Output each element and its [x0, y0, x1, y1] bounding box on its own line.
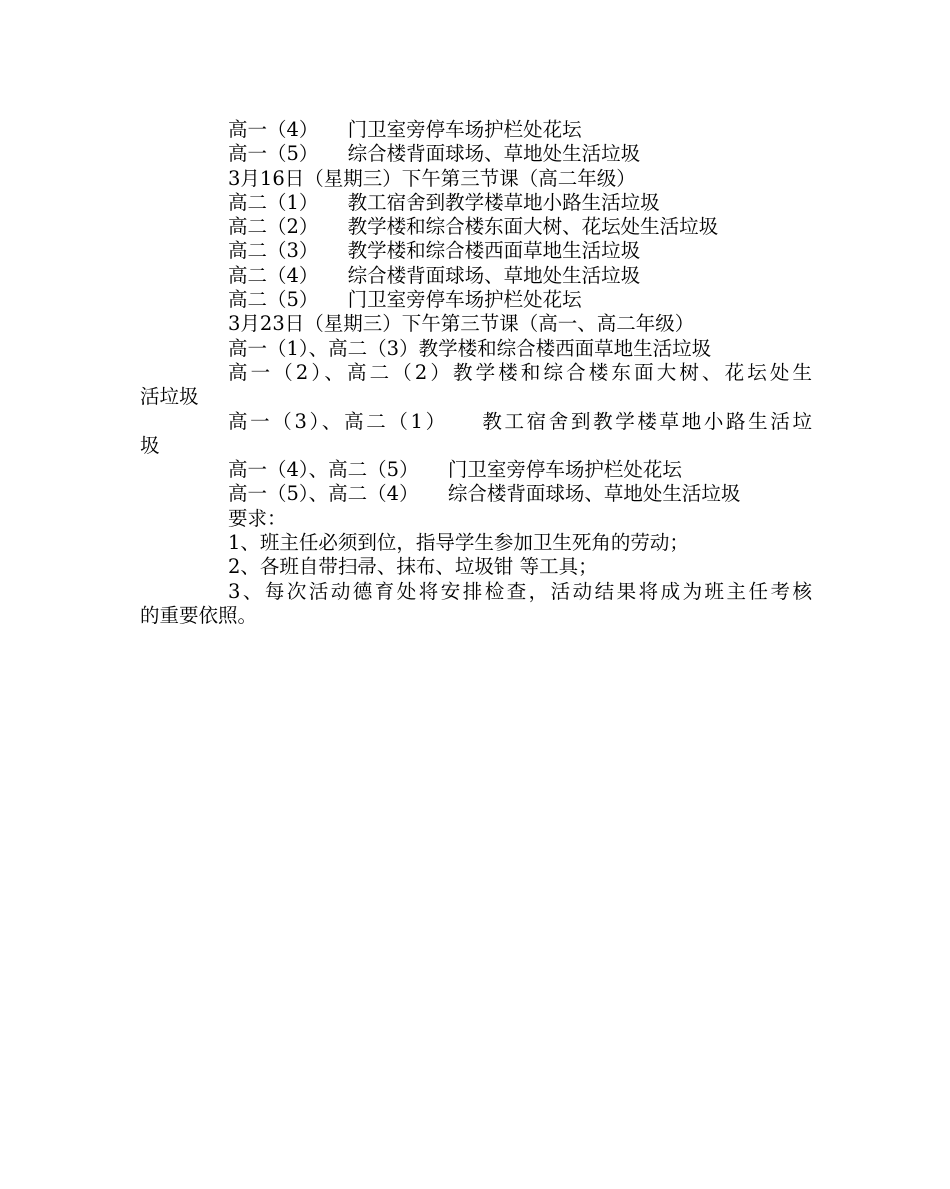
date-heading: 3月16日（星期三）下午第三节课（高二年级）: [228, 166, 636, 190]
schedule-line: 高一（5）、高二（4） 综合楼背面球场、草地处生活垃圾: [228, 482, 741, 506]
requirement-item-continuation: 的重要依照。: [140, 603, 258, 627]
schedule-line-continuation: 活垃圾: [140, 385, 199, 409]
document-body: [140, 118, 812, 628]
requirement-item: 2、各班自带扫帚、抹布、垃圾钳 等工具；: [228, 555, 598, 579]
schedule-line: 高二（4） 综合楼背面球场、草地处生活垃圾: [228, 263, 641, 287]
schedule-line: 高二（2） 教学楼和综合楼东面大树、花坛处生活垃圾: [228, 215, 719, 239]
schedule-line: 高一（2）、高二（2）教学楼和综合楼东面大树、花坛处生: [228, 360, 812, 384]
schedule-line-continuation: 圾: [140, 433, 160, 457]
requirements-heading: 要求：: [228, 506, 287, 530]
schedule-line: 高二（5） 门卫室旁停车场护栏处花坛: [228, 288, 582, 312]
requirement-item: 3、每次活动德育处将安排检查，活动结果将成为班主任考核: [228, 579, 812, 603]
schedule-line: 高一（4） 门卫室旁停车场护栏处花坛: [228, 118, 582, 141]
schedule-line: 高一（3）、高二（1） 教工宿舍到教学楼草地小路生活垃: [228, 409, 812, 433]
schedule-line: 高一（5） 综合楼背面球场、草地处生活垃圾: [228, 142, 641, 166]
schedule-line: 高一（4）、高二（5） 门卫室旁停车场护栏处花坛: [228, 458, 682, 482]
schedule-line: 高一（1）、高二（3）教学楼和综合楼西面草地生活垃圾: [228, 336, 712, 360]
schedule-line: 高二（3） 教学楼和综合楼西面草地生活垃圾: [228, 239, 641, 263]
schedule-line: 高二（1） 教工宿舍到教学楼草地小路生活垃圾: [228, 190, 660, 214]
date-heading: 3月23日（星期三）下午第三节课（高一、高二年级）: [228, 312, 695, 336]
requirement-item: 1、班主任必须到位，指导学生参加卫生死角的劳动；: [228, 531, 689, 555]
